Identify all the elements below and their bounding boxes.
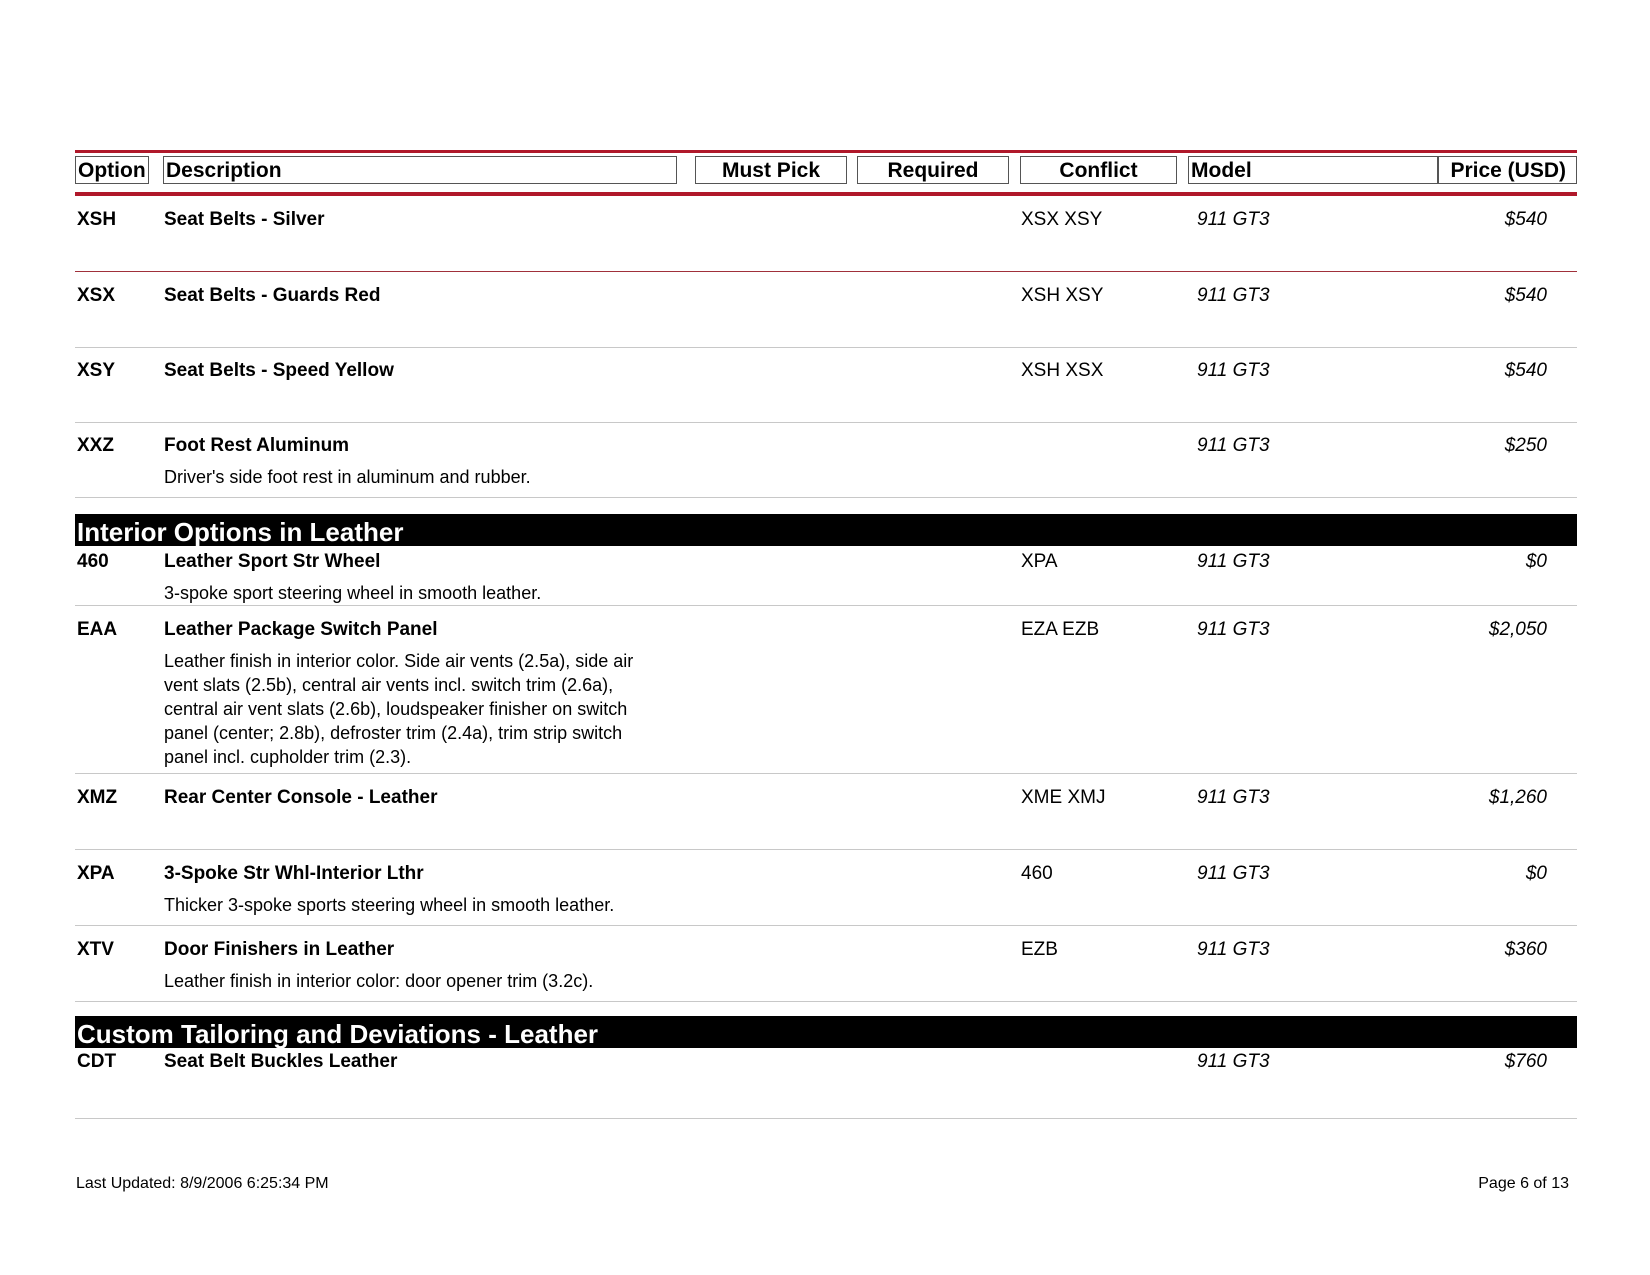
option-title: Leather Package Switch Panel: [164, 619, 438, 640]
option-title: Seat Belt Buckles Leather: [164, 1051, 398, 1072]
option-model: 911 GT3: [1197, 787, 1270, 808]
option-code: XMZ: [77, 787, 118, 808]
option-code: 460: [77, 551, 109, 572]
column-header-must-pick: Must Pick: [695, 156, 847, 184]
table-row: [75, 606, 1577, 774]
option-model: 911 GT3: [1197, 551, 1270, 572]
option-title: Leather Sport Str Wheel: [164, 551, 381, 572]
last-updated: Last Updated: 8/9/2006 6:25:34 PM: [76, 1175, 329, 1192]
option-price: $760: [1504, 1051, 1547, 1072]
option-price: $250: [1504, 435, 1547, 456]
option-description: Leather finish in interior color. Side air vents (2.5a), side air vent slats (2.5b), central air vents incl. switch trim (2.6a), central air vent slats (2.6b), loudspeaker finisher on switch panel (center; 2.8b), defroster trim (2.4a), trim strip switch panel incl. cupholder trim (2.3).: [164, 651, 634, 767]
header-top-rule: [75, 150, 1577, 153]
option-model: 911 GT3: [1197, 863, 1270, 884]
table-row: [75, 774, 1577, 850]
table-row: [75, 347, 1577, 423]
option-conflict: XSX XSY: [1021, 209, 1103, 230]
column-header-description: Description: [163, 156, 677, 184]
option-description: Thicker 3-spoke sports steering wheel in smooth leather.: [164, 895, 615, 915]
option-title: Foot Rest Aluminum: [164, 435, 350, 456]
column-header-model: Model: [1188, 156, 1438, 184]
option-price: $540: [1504, 285, 1547, 306]
option-model: 911 GT3: [1197, 285, 1270, 306]
option-title: Seat Belts - Guards Red: [164, 285, 381, 306]
option-price: $360: [1504, 939, 1547, 960]
option-description: Leather finish in interior color: door opener trim (3.2c).: [164, 971, 594, 991]
option-conflict: 460: [1021, 863, 1053, 884]
option-code: XSH: [77, 209, 117, 230]
option-model: 911 GT3: [1197, 360, 1270, 381]
option-code: XSX: [77, 285, 116, 306]
option-code: XSY: [77, 360, 116, 381]
table-row: [75, 530, 1577, 606]
option-description: 3-spoke sport steering wheel in smooth leather.: [164, 583, 542, 603]
column-header-required: Required: [857, 156, 1009, 184]
option-price: $2,050: [1488, 619, 1547, 640]
table-row: [75, 422, 1577, 498]
table-row: [75, 272, 1577, 348]
option-conflict: EZB: [1021, 939, 1058, 960]
option-description: Driver's side foot rest in aluminum and rubber.: [164, 467, 531, 487]
option-price: $540: [1504, 360, 1547, 381]
table-row: [75, 850, 1577, 926]
column-header-price: Price (USD): [1438, 156, 1577, 184]
option-price: $0: [1525, 863, 1547, 884]
option-code: XPA: [77, 863, 115, 884]
option-price: $1,260: [1488, 787, 1547, 808]
table-row: [75, 926, 1577, 1002]
option-conflict: XSH XSX: [1021, 360, 1104, 381]
option-price: $540: [1504, 209, 1547, 230]
column-header-conflict: Conflict: [1020, 156, 1177, 184]
table-row: [75, 1030, 1577, 1119]
option-title: Door Finishers in Leather: [164, 939, 395, 960]
option-conflict: XME XMJ: [1021, 787, 1106, 808]
option-conflict: XPA: [1021, 551, 1058, 572]
table-row: [75, 196, 1577, 272]
section-header-interior-leather: Interior Options in Leather: [75, 514, 1577, 546]
option-model: 911 GT3: [1197, 939, 1270, 960]
column-header-option: Option: [75, 156, 149, 184]
option-title: 3-Spoke Str Whl-Interior Lthr: [164, 863, 424, 884]
option-model: 911 GT3: [1197, 1051, 1270, 1072]
section-header-custom-tailoring: Custom Tailoring and Deviations - Leather: [75, 1016, 1577, 1048]
option-conflict: XSH XSY: [1021, 285, 1104, 306]
option-code: CDT: [77, 1051, 117, 1072]
option-title: Rear Center Console - Leather: [164, 787, 438, 808]
option-price: $0: [1525, 551, 1547, 572]
option-model: 911 GT3: [1197, 435, 1270, 456]
option-model: 911 GT3: [1197, 619, 1270, 640]
option-code: XXZ: [77, 435, 114, 456]
option-title: Seat Belts - Silver: [164, 209, 325, 230]
option-code: EAA: [77, 619, 118, 640]
option-title: Seat Belts - Speed Yellow: [164, 360, 394, 381]
option-conflict: EZA EZB: [1021, 619, 1100, 640]
option-code: XTV: [77, 939, 114, 960]
page-number: Page 6 of 13: [1478, 1175, 1569, 1192]
option-model: 911 GT3: [1197, 209, 1270, 230]
